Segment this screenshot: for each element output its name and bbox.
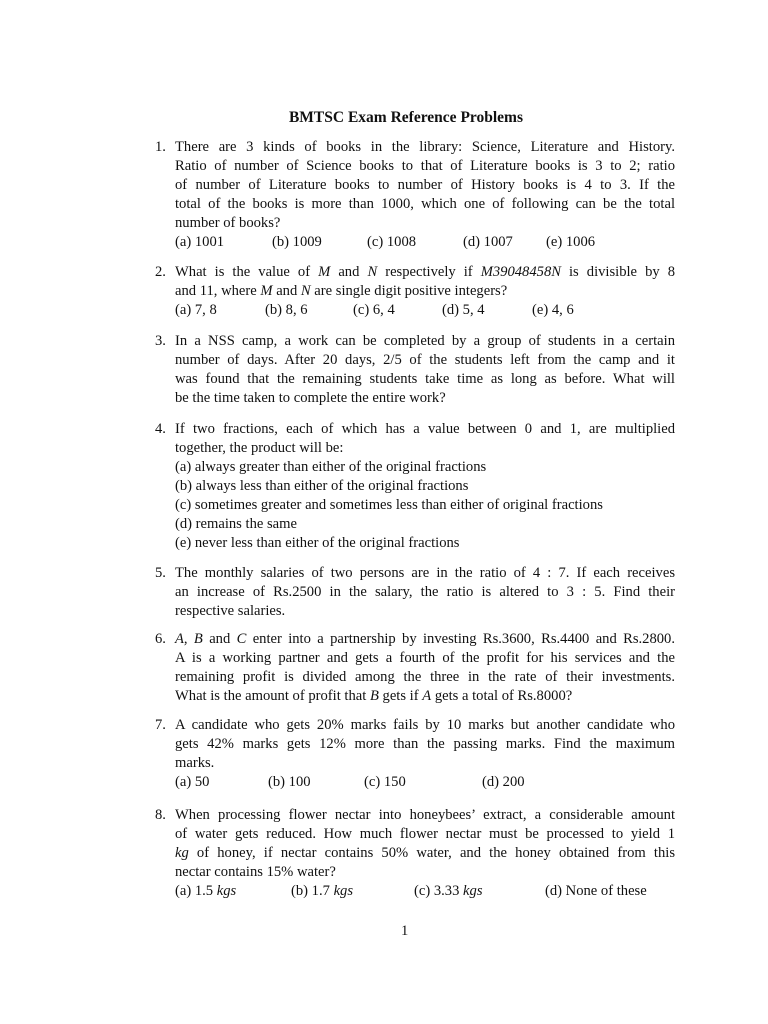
option-c: (c) 1008 bbox=[367, 234, 417, 250]
question-line: was found that the remaining students take time as long as before. What will bbox=[175, 371, 675, 387]
option-a: (a) always greater than either of the original fractions bbox=[175, 459, 487, 475]
option-c: (c) 150 bbox=[364, 774, 406, 790]
question-line: nectar contains 15% water? bbox=[175, 864, 336, 880]
answer-options bbox=[175, 882, 675, 901]
option-e: (e) never less than either of the original fractions bbox=[175, 535, 460, 551]
question-line: an increase of Rs.2500 in the salary, the ratio is altered to 3 : 5. Find their bbox=[175, 584, 675, 600]
question-2 bbox=[155, 263, 675, 320]
question-line: What is the value of M and N respectively if M39048458N is divisible by 8 bbox=[175, 264, 676, 280]
option-e: (e) 1006 bbox=[546, 234, 596, 250]
option-d: (d) None of these bbox=[545, 883, 647, 899]
answer-options bbox=[175, 458, 675, 553]
question-line: of number of Literature books to number of History books is 4 to 3. If the bbox=[175, 177, 675, 193]
question-line: number of books? bbox=[175, 215, 281, 231]
option-b: (b) 8, 6 bbox=[265, 302, 308, 318]
question-line: If two fractions, each of which has a value between 0 and 1, are multiplied bbox=[175, 421, 675, 437]
question-line: of water gets reduced. How much flower nectar must be processed to yield 1 bbox=[175, 826, 675, 842]
question-line: In a NSS camp, a work can be completed by a group of students in a certain bbox=[175, 333, 675, 349]
question-line: A is a working partner and gets a fourth of the profit for his services and the bbox=[175, 650, 675, 666]
question-8 bbox=[155, 806, 675, 901]
option-a: (a) 7, 8 bbox=[175, 302, 217, 318]
question-number: 1. bbox=[155, 139, 166, 155]
question-line: be the time taken to complete the entire work? bbox=[175, 390, 446, 406]
question-text bbox=[175, 332, 675, 408]
question-line: When processing flower nectar into honeybees’ extract, a considerable amount bbox=[175, 807, 675, 823]
option-b: (b) 1.7 kgs bbox=[291, 883, 354, 899]
answer-options bbox=[175, 233, 675, 252]
question-line: remaining profit is divided among the three in the rate of their investments. bbox=[175, 669, 675, 685]
question-number: 5. bbox=[155, 565, 166, 581]
question-line: kg of honey, if nectar contains 50% water, and the honey obtained from this bbox=[175, 845, 675, 861]
option-a: (a) 1001 bbox=[175, 234, 225, 250]
question-line: There are 3 kinds of books in the library: Science, Literature and History. bbox=[175, 139, 675, 155]
option-d: (d) 200 bbox=[482, 774, 525, 790]
question-number: 6. bbox=[155, 631, 166, 647]
question-line: and 11, where M and N are single digit positive integers? bbox=[175, 283, 508, 299]
question-number: 7. bbox=[155, 717, 166, 733]
option-d: (d) 5, 4 bbox=[442, 302, 485, 318]
page-number: 1 bbox=[401, 923, 409, 939]
question-text bbox=[175, 630, 675, 706]
question-line: A, B and C enter into a partnership by investing Rs.3600, Rs.4400 and Rs.2800. bbox=[175, 631, 676, 647]
answer-options bbox=[175, 301, 675, 320]
question-number: 2. bbox=[155, 264, 166, 280]
option-b: (b) 1009 bbox=[272, 234, 322, 250]
question-1 bbox=[155, 138, 675, 252]
question-number: 3. bbox=[155, 333, 166, 349]
question-4 bbox=[155, 420, 675, 553]
question-number: 4. bbox=[155, 421, 166, 437]
option-e: (e) 4, 6 bbox=[532, 302, 574, 318]
question-text bbox=[175, 138, 675, 233]
question-5 bbox=[155, 564, 675, 621]
option-c: (c) 3.33 kgs bbox=[414, 883, 483, 899]
question-text bbox=[175, 806, 675, 882]
option-d: (d) remains the same bbox=[175, 516, 297, 532]
question-6 bbox=[155, 630, 675, 706]
option-d: (d) 1007 bbox=[463, 234, 513, 250]
option-c: (c) 6, 4 bbox=[353, 302, 395, 318]
question-line: marks. bbox=[175, 755, 215, 771]
answer-options bbox=[175, 773, 675, 792]
question-line: total of the books is more than 1000, which one of following can be the total bbox=[175, 196, 675, 212]
question-line: Ratio of number of Science books to that of Literature books is 3 to 2; ratio bbox=[175, 158, 675, 174]
option-a: (a) 1.5 kgs bbox=[175, 883, 237, 899]
option-b: (b) 100 bbox=[268, 774, 311, 790]
question-text bbox=[175, 263, 675, 301]
question-line: The monthly salaries of two persons are in the ratio of 4 : 7. If each receives bbox=[175, 565, 675, 581]
question-line: gets 42% marks gets 12% more than the passing marks. Find the maximum bbox=[175, 736, 675, 752]
question-line: together, the product will be: bbox=[175, 440, 344, 456]
option-a: (a) 50 bbox=[175, 774, 210, 790]
question-3 bbox=[155, 332, 675, 408]
question-number: 8. bbox=[155, 807, 166, 823]
question-text bbox=[175, 420, 675, 458]
question-line: What is the amount of profit that B gets if A gets a total of Rs.8000? bbox=[175, 688, 573, 704]
option-c: (c) sometimes greater and sometimes less than either of original fractions bbox=[175, 497, 603, 513]
document-title: BMTSC Exam Reference Problems bbox=[288, 109, 524, 126]
question-7 bbox=[155, 716, 675, 792]
option-b: (b) always less than either of the original fractions bbox=[175, 478, 469, 494]
question-line: A candidate who gets 20% marks fails by 10 marks but another candidate who bbox=[175, 717, 675, 733]
question-text bbox=[175, 564, 675, 621]
question-text bbox=[175, 716, 675, 773]
question-line: number of days. After 20 days, 2/5 of the students left from the camp and it bbox=[175, 352, 675, 368]
question-line: respective salaries. bbox=[175, 603, 286, 619]
